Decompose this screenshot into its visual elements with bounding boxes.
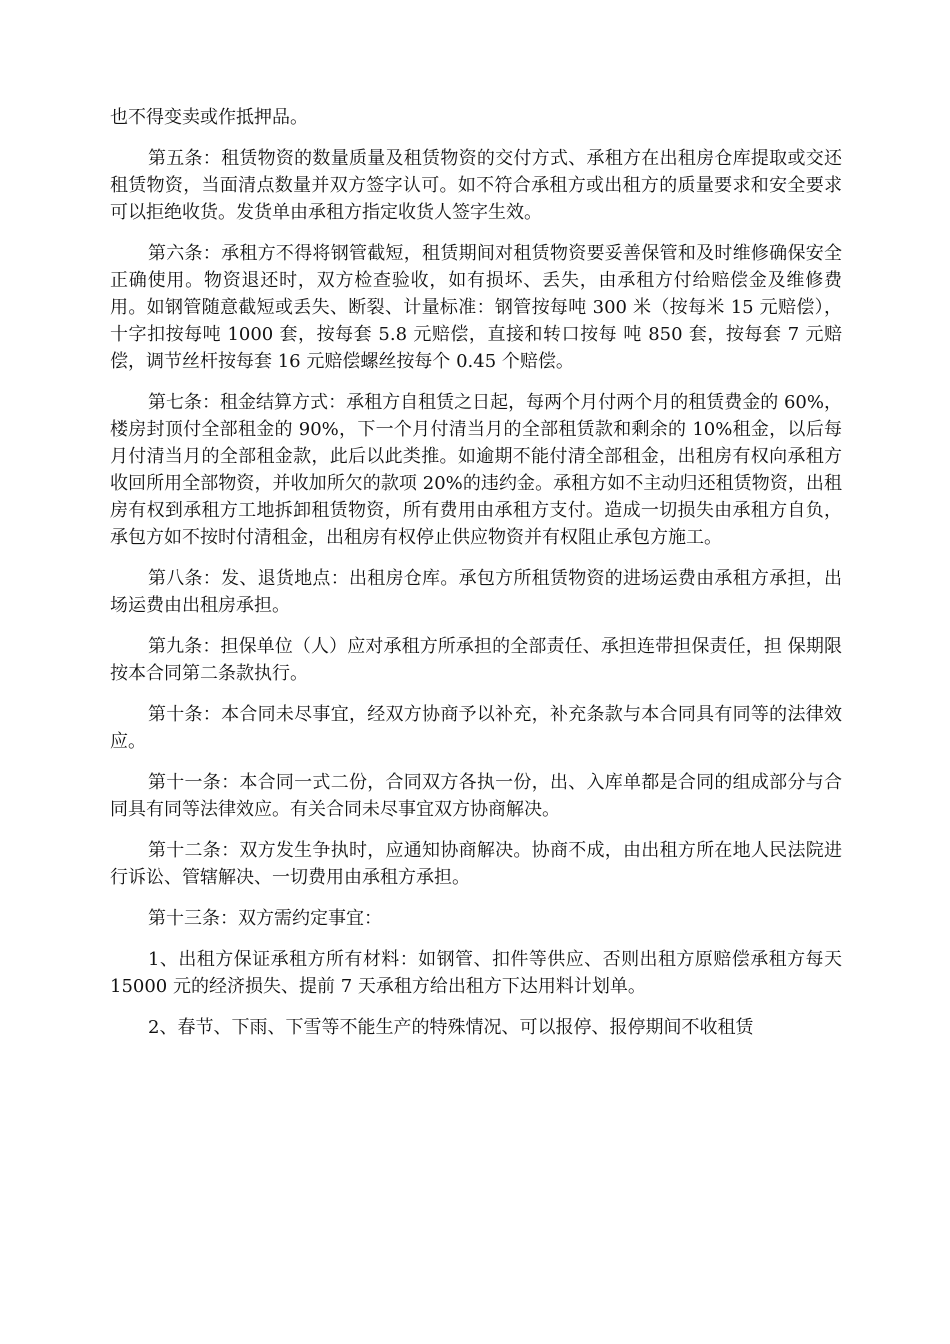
clause-13-item-1: 1、出租方保证承租方所有材料：如钢管、扣件等供应、否则出租方原赔偿承租方每天 15000 元的经济损失、提前 7 天承租方给出租方下达用料计划单。 — [110, 949, 842, 997]
clause-9: 第九条：担保单位（人）应对承租方所承担的全部责任、承担连带担保责任，担 保期限按本合同第二条款执行。 — [110, 636, 842, 684]
clause-13: 第十三条：双方需约定事宜： — [148, 908, 382, 929]
clause-13-item-2: 2、春节、下雨、下雪等不能生产的特殊情况、可以报停、报停期间不收租赁 — [148, 1017, 754, 1038]
clause-10: 第十条：本合同未尽事宜，经双方协商予以补充，补充条款与本合同具有同等的法律效应。 — [110, 704, 842, 752]
clause-8: 第八条：发、退货地点：出租房仓库。承包方所租赁物资的进场运费由承租方承担，出场运费由出租房承担。 — [110, 568, 842, 616]
clause-5: 第五条：租赁物资的数量质量及租赁物资的交付方式、承租方在出租房仓库提取或交还租赁物资，当面清点数量并双方签字认可。如不符合承租方或出租方的质量要求和安全要求可以拒绝收货。发货单由承租方指定收货人签字生效。 — [110, 148, 842, 223]
clause-11: 第十一条：本合同一式二份，合同双方各执一份，出、入库单都是合同的组成部分与合同具有同等法律效应。有关合同未尽事宜双方协商解决。 — [110, 772, 842, 820]
document-page — [110, 104, 842, 1055]
clause-12: 第十二条：双方发生争执时，应通知协商解决。协商不成，由出租方所在地人民法院进行诉讼、管辖解决、一切费用由承租方承担。 — [110, 840, 842, 888]
paragraph-continuation: 也不得变卖或作抵押品。 — [110, 107, 308, 128]
clause-7: 第七条：租金结算方式：承租方自租赁之日起，每两个月付两个月的租赁费金的 60%，楼房封顶付全部租金的 90%，下一个月付清当月的全部租赁款和剩余的 10%租金，以后每月付清当月的全部租金款，此后以此类推。如逾期不能付清全部租金，出租房有权向承租方收回所用全部物资，并收加所欠的款项 20%的违约金。承租方如不主动归还租赁物资，出租房有权到承租方工地拆卸租赁物资，所有费用由承租方支付。造成一切损失由承租方自负，承包方如不按时付清租金，出租房有权停止供应物资并有权阻止承包方施工。 — [110, 392, 842, 548]
clause-6: 第六条：承租方不得将钢管截短，租赁期间对租赁物资要妥善保管和及时维修确保安全正确使用。物资退还时，双方检查验收，如有损坏、丢失，由承租方付给赔偿金及维修费用。如钢管随意截短或丢失、断裂、计量标准：钢管按每吨 300 米（按每米 15 元赔偿），十字扣按每吨 1000 套，按每套 5.8 元赔偿，直接和转口按每 吨 850 套，按每套 7 元赔偿，调节丝杆按每套 16 元赔偿螺丝按每个 0.45 个赔偿。 — [110, 243, 842, 372]
